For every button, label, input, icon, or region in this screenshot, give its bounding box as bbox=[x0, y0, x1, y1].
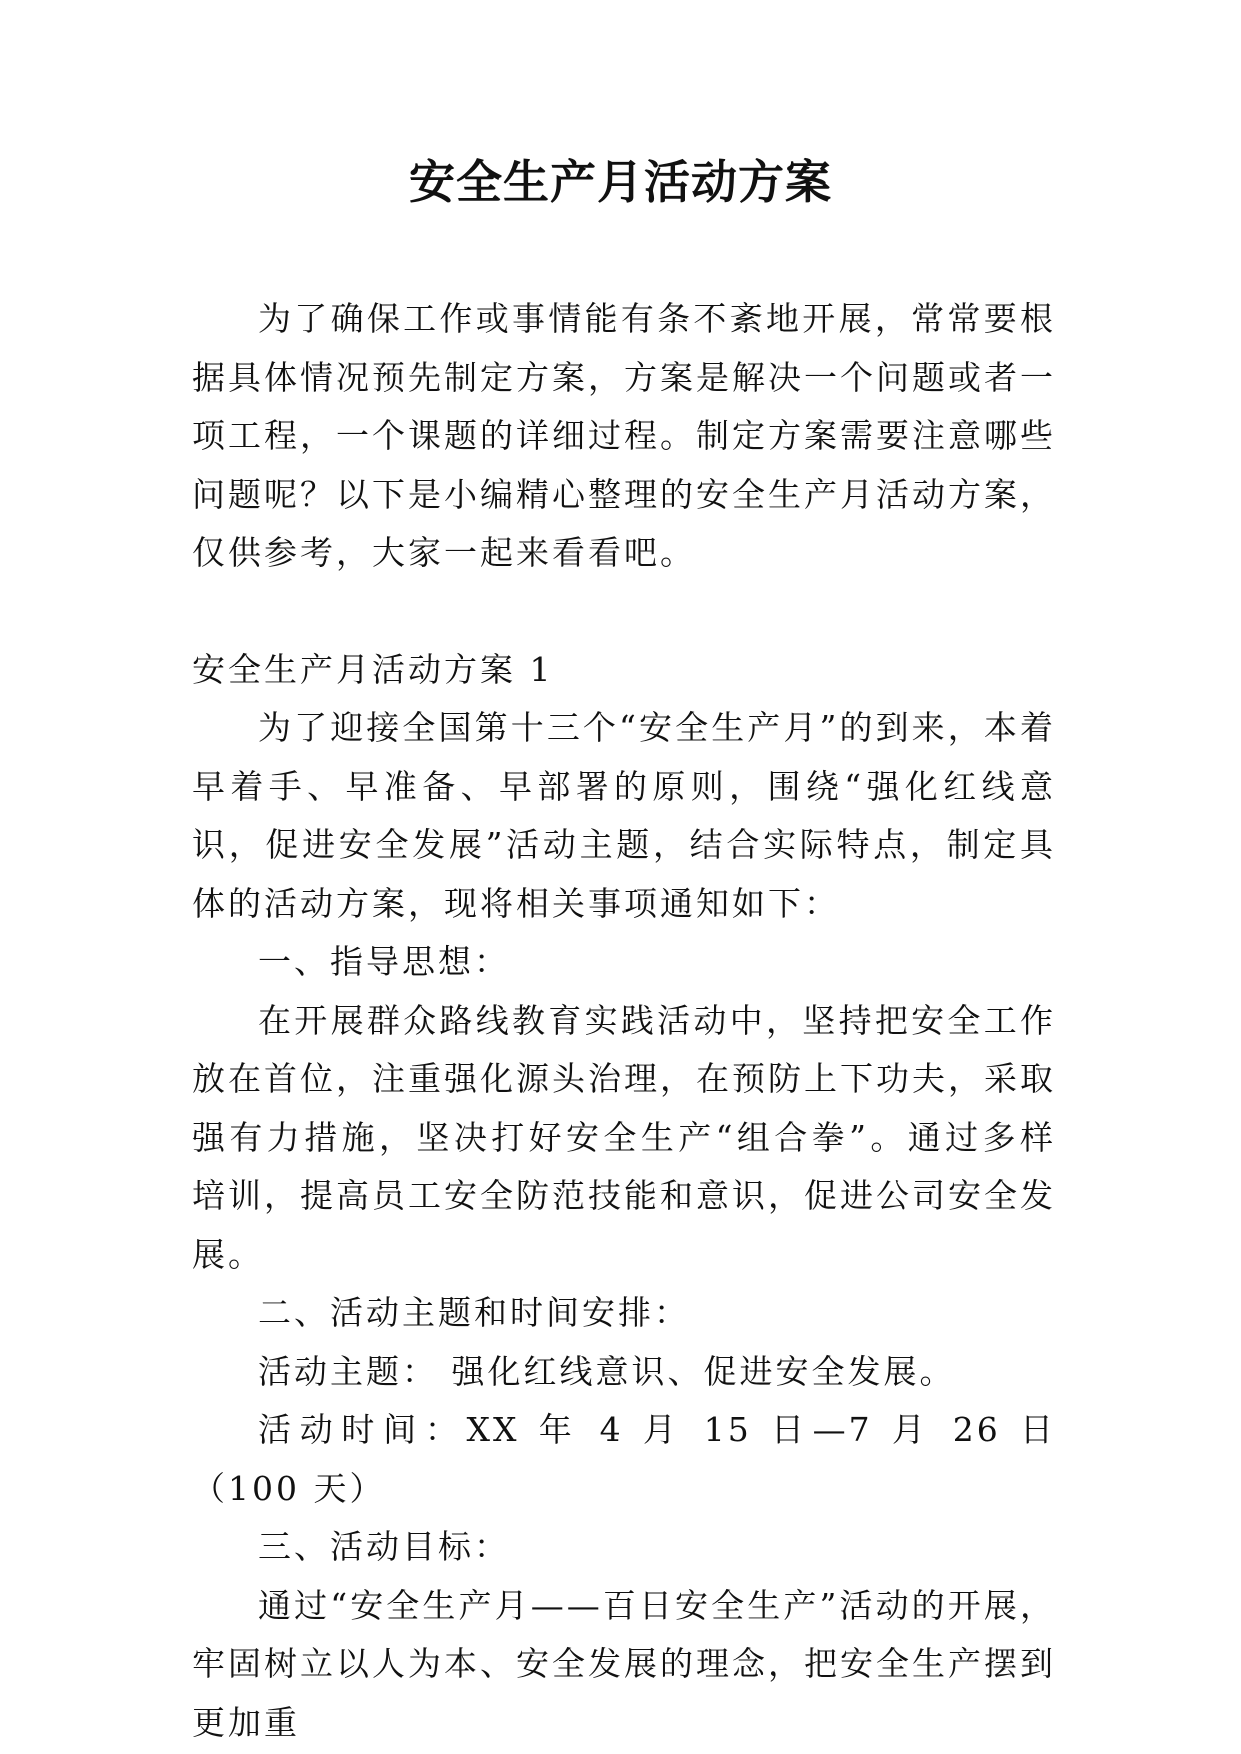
activity-theme-line: 活动主题： 强化红线意识、促进安全发展。 bbox=[258, 1351, 956, 1391]
document-title: 安全生产月活动方案 bbox=[409, 155, 832, 209]
heading-activity-goals: 三、活动目标： bbox=[258, 1527, 510, 1566]
heading-theme-schedule: 二、活动主题和时间安排： bbox=[258, 1293, 690, 1332]
body-paragraph: 通过“安全生产月——百日安全生产”活动的开展，牢固树立以人为本、安全发展的理念，把安全生产摆到更加重 bbox=[192, 1585, 1056, 1742]
body-paragraph: 在开展群众路线教育实践活动中，坚持把安全工作放在首位，注重强化源头治理，在预防上下功夫，采取强有力措施，坚决打好安全生产“组合拳”。通过多样培训，提高员工安全防范技能和意识，促进公司安全发展。 bbox=[192, 1000, 1056, 1274]
activity-time-line: 活动时间：XX 年 4 月 15 日—7 月 26 日（100 天） bbox=[192, 1410, 1056, 1508]
document-body bbox=[192, 290, 1056, 1752]
intro-paragraph: 为了确保工作或事情能有条不紊地开展，常常要根据具体情况预先制定方案，方案是解决一个问题或者一项工程，一个课题的详细过程。制定方案需要注意哪些问题呢？以下是小编精心整理的安全生产月活动方案，仅供参考，大家一起来看看吧。 bbox=[192, 299, 1056, 572]
body-paragraph: 为了迎接全国第十三个“安全生产月”的到来，本着早着手、早准备、早部署的原则，围绕“强化红线意识，促进安全发展”活动主题，结合实际特点，制定具体的活动方案，现将相关事项通知如下： bbox=[192, 708, 1056, 923]
heading-guiding-thought: 一、指导思想： bbox=[258, 942, 510, 981]
section-heading: 安全生产月活动方案 1 bbox=[192, 649, 554, 689]
